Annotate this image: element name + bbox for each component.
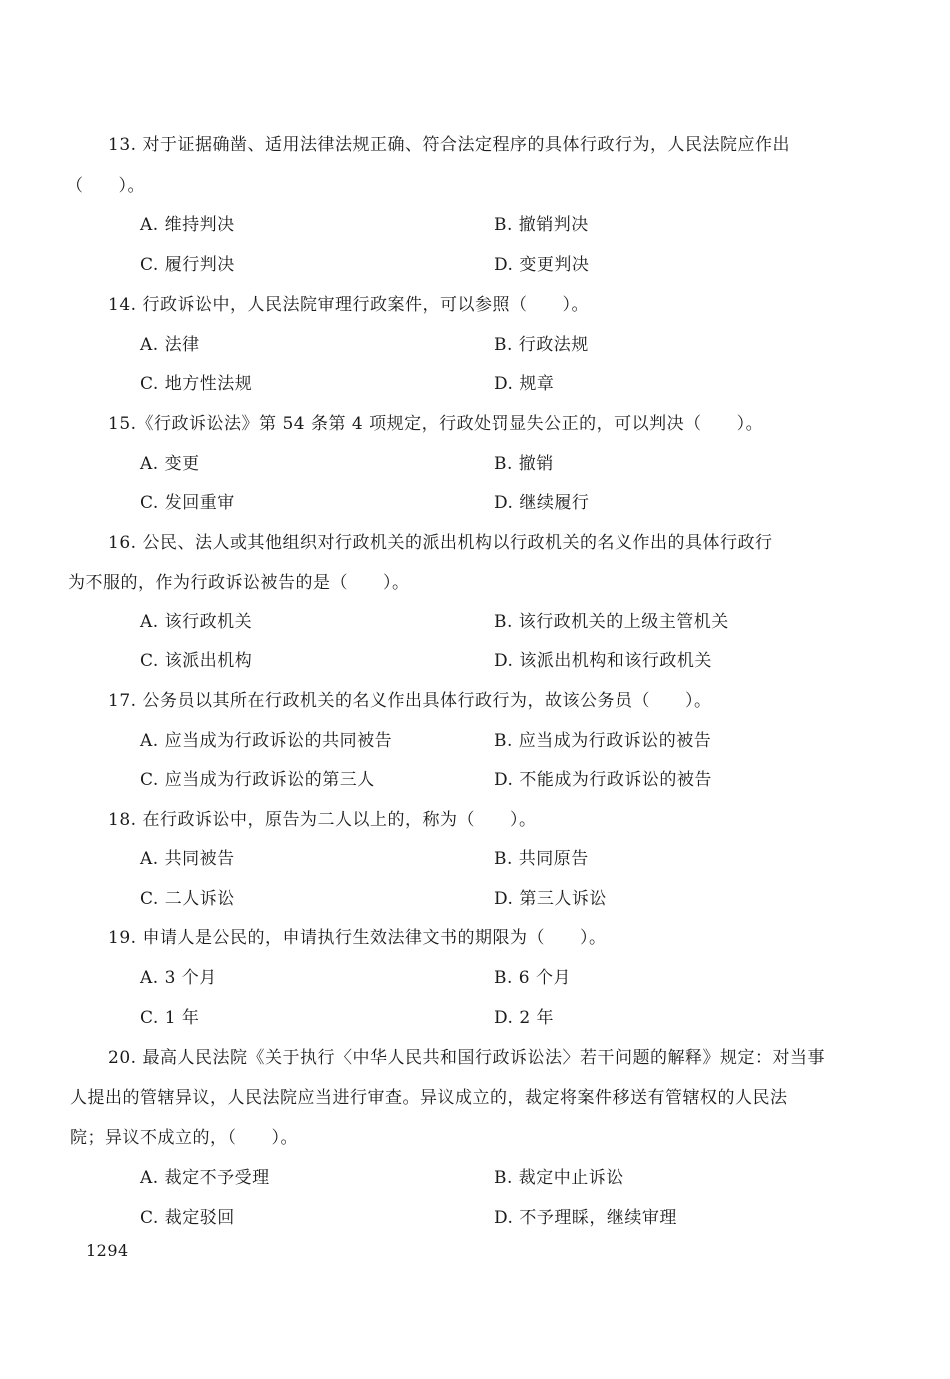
question-13-line-2: （ ）。	[66, 176, 145, 196]
question-18-option-b: B. 共同原告	[494, 849, 589, 869]
question-16-option-b: B. 该行政机关的上级主管机关	[494, 612, 729, 632]
question-14-option-a: A. 法律	[140, 335, 200, 355]
question-20-option-a: A. 裁定不予受理	[140, 1168, 270, 1188]
question-15-option-a: A. 变更	[140, 454, 200, 474]
question-19-option-d: D. 2 年	[494, 1008, 555, 1028]
question-18-option-d: D. 第三人诉讼	[494, 889, 607, 909]
question-13-line-1: 13. 对于证据确凿、适用法律法规正确、符合法定程序的具体行政行为，人民法院应作出	[108, 135, 790, 155]
question-20-line-3: 院；异议不成立的，（ ）。	[70, 1128, 298, 1148]
question-17-option-b: B. 应当成为行政诉讼的被告	[494, 731, 712, 751]
question-18-option-c: C. 二人诉讼	[140, 889, 235, 909]
question-16-option-c: C. 该派出机构	[140, 651, 253, 671]
question-16-option-a: A. 该行政机关	[140, 612, 253, 632]
question-13-option-c: C. 履行判决	[140, 255, 235, 275]
question-20-option-d: D. 不予理睬，继续审理	[494, 1208, 677, 1228]
question-16-line-2: 为不服的，作为行政诉讼被告的是（ ）。	[68, 573, 410, 593]
question-20-option-c: C. 裁定驳回	[140, 1208, 235, 1228]
question-20-line-1: 20. 最高人民法院《关于执行〈中华人民共和国行政诉讼法〉若干问题的解释》规定：对当事	[108, 1048, 825, 1068]
page-number: 1294	[86, 1241, 129, 1260]
question-15-option-b: B. 撤销	[494, 454, 554, 474]
question-15-option-c: C. 发回重审	[140, 493, 235, 513]
question-19-line-1: 19. 申请人是公民的，申请执行生效法律文书的期限为（ ）。	[108, 928, 607, 948]
question-14-option-d: D. 规章	[494, 374, 555, 394]
question-14-option-c: C. 地方性法规	[140, 374, 253, 394]
question-19-option-c: C. 1 年	[140, 1008, 200, 1028]
question-16-line-1: 16. 公民、法人或其他组织对行政机关的派出机构以行政机关的名义作出的具体行政行	[108, 533, 773, 553]
question-14-option-b: B. 行政法规	[494, 335, 589, 355]
question-13-option-b: B. 撤销判决	[494, 215, 589, 235]
question-17-option-a: A. 应当成为行政诉讼的共同被告	[140, 731, 393, 751]
question-16-option-d: D. 该派出机构和该行政机关	[494, 651, 712, 671]
question-19-option-b: B. 6 个月	[494, 968, 572, 988]
question-14-line-1: 14. 行政诉讼中，人民法院审理行政案件，可以参照（ ）。	[108, 295, 589, 315]
question-15-line-1: 15.《行政诉讼法》第 54 条第 4 项规定，行政处罚显失公正的，可以判决（ ）。	[108, 414, 764, 434]
question-20-option-b: B. 裁定中止诉讼	[494, 1168, 624, 1188]
question-13-option-d: D. 变更判决	[494, 255, 590, 275]
question-13-option-a: A. 维持判决	[140, 215, 235, 235]
question-17-option-c: C. 应当成为行政诉讼的第三人	[140, 770, 375, 790]
question-17-option-d: D. 不能成为行政诉讼的被告	[494, 770, 712, 790]
question-17-line-1: 17. 公务员以其所在行政机关的名义作出具体行政行为，故该公务员（ ）。	[108, 691, 712, 711]
question-19-option-a: A. 3 个月	[140, 968, 217, 988]
question-15-option-d: D. 继续履行	[494, 493, 590, 513]
question-18-option-a: A. 共同被告	[140, 849, 235, 869]
question-20-line-2: 人提出的管辖异议，人民法院应当进行审查。异议成立的，裁定将案件移送有管辖权的人民法	[70, 1088, 788, 1108]
question-18-line-1: 18. 在行政诉讼中，原告为二人以上的，称为（ ）。	[108, 810, 537, 830]
